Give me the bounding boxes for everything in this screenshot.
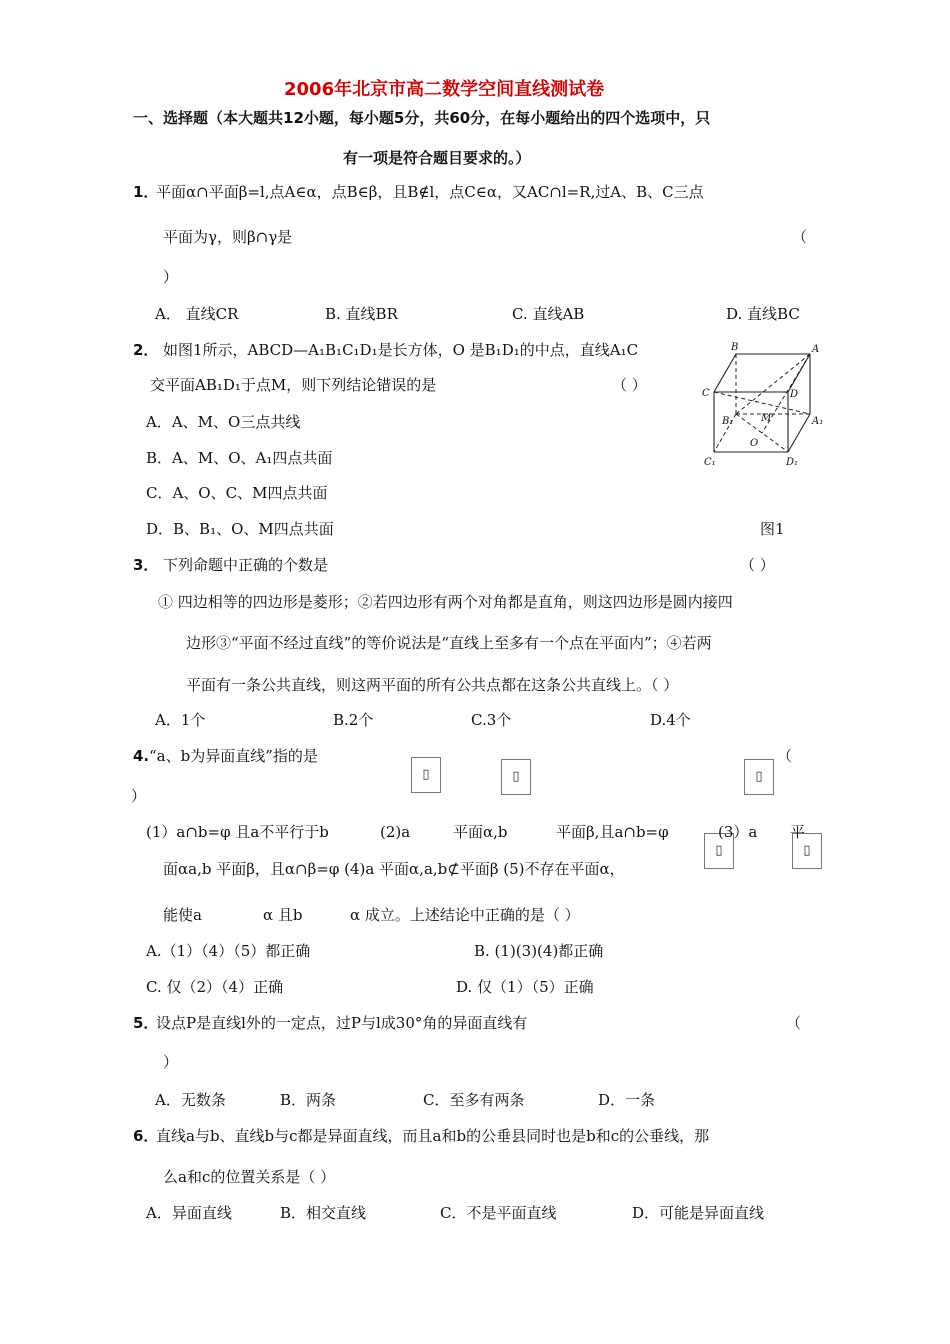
q1-stem-line1: 平面α∩平面β=l,点A∈α，点B∈β，且B∉l，点C∈α，又AC∩l=R,过A、B、C三点 <box>156 183 704 201</box>
q4-option-d: D. 仅（1）（5）正确 <box>456 978 594 996</box>
q4-line3-part2: α 且b <box>263 906 303 924</box>
q3-text-line3: 平面有一条公共直线，则这两平面的所有公共点都在这条公共直线上。（ ） <box>186 676 679 694</box>
label-M: M <box>761 413 772 424</box>
q6-option-d: D．可能是异面直线 <box>632 1204 765 1222</box>
page-title: 2006年北京市高二数学空间直线测试卷 <box>284 79 605 100</box>
q4-stem: “a、b为异面直线”指的是 <box>149 747 318 765</box>
q1-stem-line2: 平面为γ，则β∩γ是 <box>163 228 293 246</box>
label-A1: A₁ <box>812 416 824 427</box>
q2-paren: （ ） <box>612 376 647 394</box>
q6-stem-line1: 直线a与b、直线b与c都是异面直线，而且a和b的公垂县同时也是b和c的公垂线，那 <box>156 1127 710 1145</box>
edge-BC <box>714 354 736 392</box>
label-O: O <box>750 438 759 449</box>
missing-symbol-box: ▯ <box>792 833 822 869</box>
q1-option-b: B. 直线BR <box>325 305 398 323</box>
q1-number: 1． <box>133 183 159 201</box>
section-header-line2: 有一项是符合题目要求的。） <box>343 149 531 167</box>
q2-option-c: C．A、O、C、M四点共面 <box>146 484 328 502</box>
label-D: D <box>790 389 799 400</box>
section-header-line1: 一、选择题（本大题共12小题，每小题5分，共60分，在每小题给出的四个选项中，只 <box>133 109 711 127</box>
q4-line1-part4: 平面β,且a∩b=φ <box>556 823 669 841</box>
figure-caption: 图1 <box>760 520 785 538</box>
q3-paren: （ ） <box>740 556 775 574</box>
q5-number: 5． <box>133 1014 159 1032</box>
label-D1: D₁ <box>786 457 799 468</box>
q1-option-d: D. 直线BC <box>726 305 800 323</box>
q3-stem: 下列命题中正确的个数是 <box>163 556 329 574</box>
label-C: C <box>702 388 710 399</box>
q4-paren-close: ） <box>131 787 147 805</box>
q3-option-b: B.2个 <box>333 711 374 729</box>
q1-option-a: A． 直线CR <box>155 305 239 323</box>
q3-option-c: C.3个 <box>471 711 512 729</box>
q4-line1-part6: 平 <box>790 823 806 841</box>
q4-number: 4. <box>133 747 150 765</box>
q2-option-a: A．A、M、O三点共线 <box>146 413 301 431</box>
cuboid-figure <box>700 340 822 470</box>
q5-option-c: C．至多有两条 <box>423 1091 525 1109</box>
q5-paren-open: （ <box>786 1014 802 1032</box>
q1-paren-open: （ <box>792 228 808 246</box>
edge-D1A1 <box>788 414 810 452</box>
q5-option-d: D．一条 <box>598 1091 656 1109</box>
label-A: A <box>812 344 820 355</box>
missing-symbol-box: ▯ <box>411 757 441 793</box>
q3-text-line2: 边形③“平面不经过直线”的等价说法是“直线上至多有一个点在平面内”；④若两 <box>186 634 712 652</box>
q4-line1-part2: (2)a <box>380 823 411 841</box>
q4-option-c: C. 仅（2）（4）正确 <box>146 978 284 996</box>
label-C1: C₁ <box>704 457 716 468</box>
q2-option-d: D．B、B₁、O、M四点共面 <box>146 520 334 538</box>
q4-line3-part1: 能使a <box>163 906 202 924</box>
q4-line1-part1: (1）a∩b=φ 且a不平行于b <box>146 823 329 841</box>
q4-option-b: B. (1)(3)(4)都正确 <box>474 942 604 960</box>
q4-paren-open: （ <box>777 747 793 765</box>
q2-stem-line1: 如图1所示，ABCD—A₁B₁C₁D₁是长方体，O 是B₁D₁的中点，直线A₁C <box>163 341 639 359</box>
q6-option-c: C．不是平面直线 <box>440 1204 557 1222</box>
q1-paren-close: ） <box>163 268 179 286</box>
q6-option-a: A．异面直线 <box>146 1204 232 1222</box>
q5-option-a: A．无数条 <box>155 1091 226 1109</box>
q6-option-b: B．相交直线 <box>280 1204 367 1222</box>
q3-number: 3． <box>133 556 159 574</box>
q3-text-line1: ① 四边相等的四边形是菱形；②若四边形有两个对角都是直角，则这四边形是圆内接四 <box>158 593 733 611</box>
q4-option-a: A.（1）（4）（5）都正确 <box>146 942 311 960</box>
diag-AB1 <box>736 354 810 414</box>
q5-option-b: B．两条 <box>280 1091 337 1109</box>
q4-line3-part3: α 成立。上述结论中正确的是（ ） <box>350 906 580 924</box>
q4-line1-part5: (3）a <box>718 823 758 841</box>
q2-number: 2． <box>133 341 159 359</box>
q5-paren-close: ） <box>163 1053 179 1071</box>
q2-stem-line2: 交平面AB₁D₁于点M，则下列结论错误的是 <box>150 376 437 394</box>
label-B: B <box>731 342 739 353</box>
q4-line1-part3: 平面α,b <box>453 823 508 841</box>
q3-option-a: A．1个 <box>155 711 206 729</box>
q3-option-d: D.4个 <box>650 711 691 729</box>
q2-option-b: B．A、M、O、A₁四点共面 <box>146 449 333 467</box>
q4-line2: 面αa,b 平面β，且α∩β=φ (4)a 平面α,a,b⊄平面β (5)不存在平面α， <box>163 860 625 878</box>
missing-symbol-box: ▯ <box>704 833 734 869</box>
missing-symbol-box: ▯ <box>501 759 531 795</box>
q6-number: 6． <box>133 1127 159 1145</box>
q5-stem: 设点P是直线l外的一定点，过P与l成30°角的异面直线有 <box>156 1014 528 1032</box>
q6-stem-line2: 么a和c的位置关系是（ ） <box>163 1168 336 1186</box>
missing-symbol-box: ▯ <box>744 759 774 795</box>
label-B1: B₁ <box>722 416 734 427</box>
q1-option-c: C. 直线AB <box>512 305 585 323</box>
